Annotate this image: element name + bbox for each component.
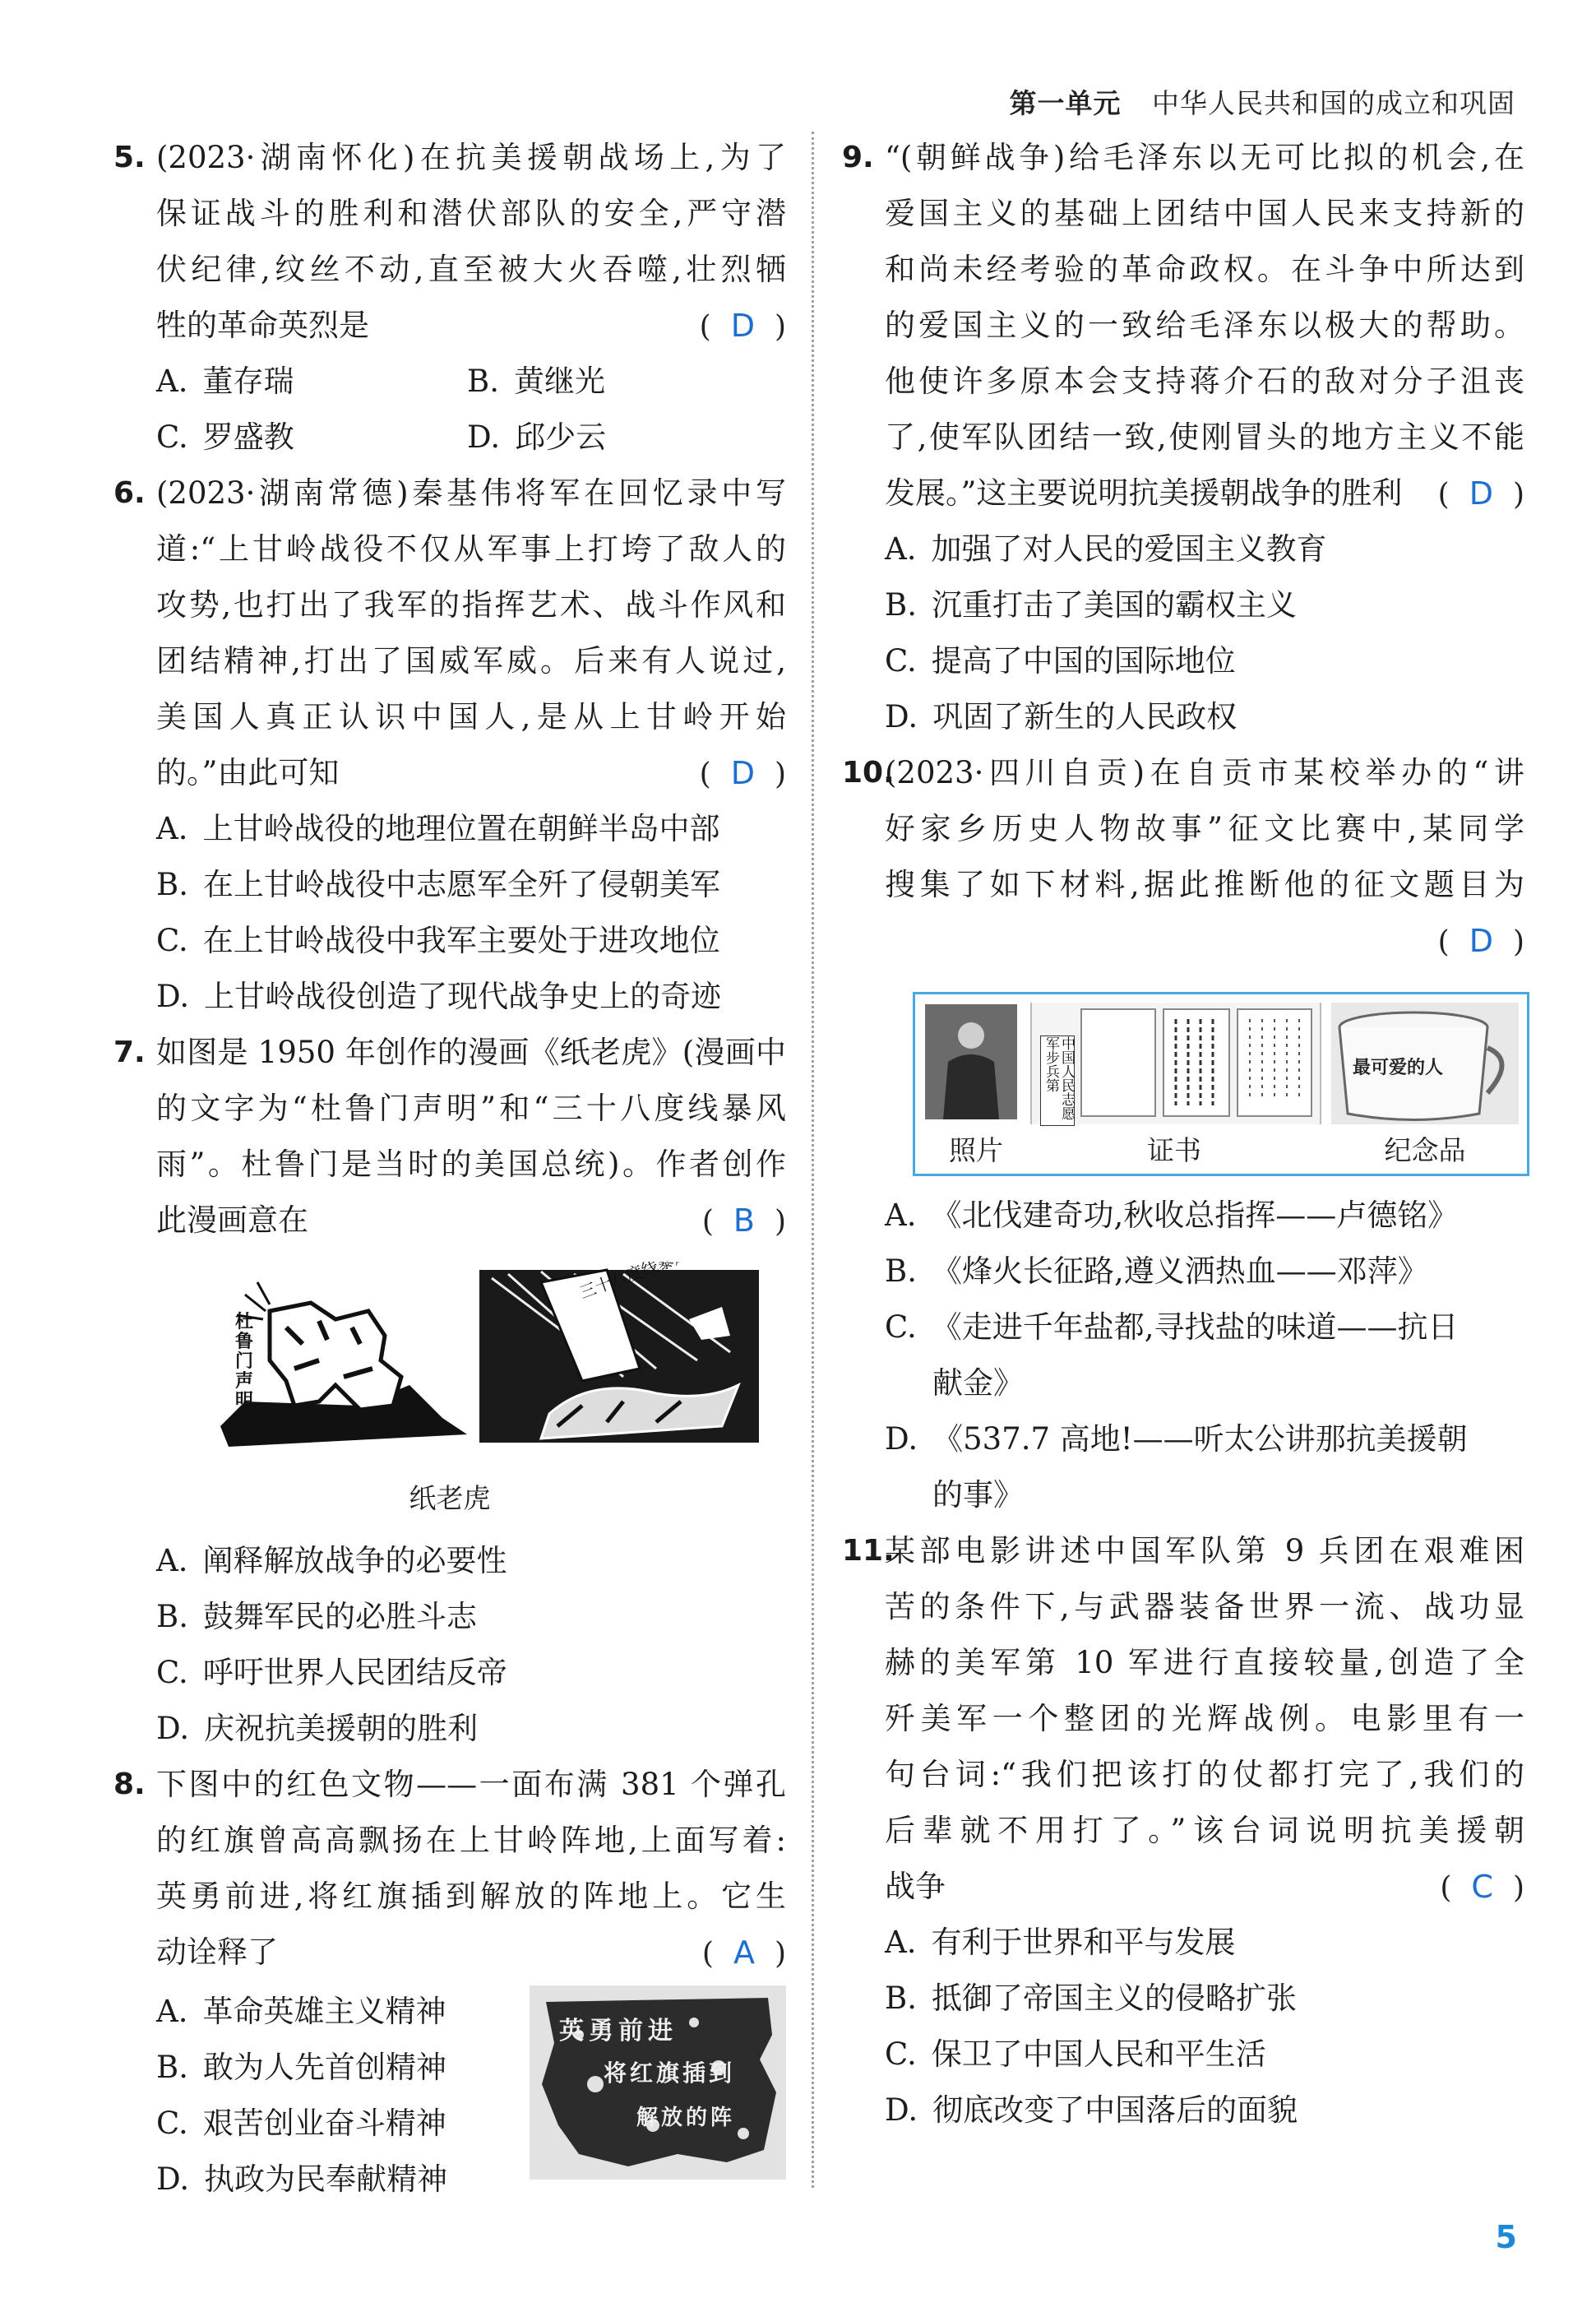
option-a: A. 革命英雄主义精神 [156,1994,446,2029]
question-line: 赫的美军第 10 军进行直接较量,创造了全 [885,1645,1524,1680]
question-line: 句台词:“我们把该打的仗都打完了,我们的 [885,1757,1524,1792]
certificate-panel [1030,1003,1321,1124]
page-header [1010,82,1516,121]
question-line: 好家乡历史人物故事”征文比赛中,某同学 [885,811,1524,846]
question-line: 的红旗曾高高飘扬在上甘岭阵地,上面写着: [156,1823,786,1858]
option-c: C. 在上甘岭战役中我军主要处于进攻地位 [156,923,720,958]
question-number: 6. [113,476,146,510]
answer-letter: D [1469,923,1493,959]
option-b: B. 鼓舞军民的必胜斗志 [156,1599,477,1634]
answer-letter: D [1469,475,1493,512]
flag-text-3: 解放的阵 [636,2106,736,2130]
question-line: 苦的条件下,与武器装备世界一流、战功显 [885,1589,1524,1624]
question-number: 5. [113,141,146,174]
option-a: A. 阐释解放战争的必要性 [156,1543,507,1578]
answer-letter: D [730,308,755,344]
question-line: 伏纪律,纹丝不动,直至被大火吞噬,壮烈牺 [156,252,786,287]
option-a: A. 董存瑞 [156,364,294,399]
answer-letter: C [1471,1869,1493,1905]
question-line: 和尚未经考验的革命政权。在斗争中所达到 [885,252,1524,287]
question-line: 他使许多原本会支持蒋介石的敌对分子沮丧 [885,364,1524,399]
question-line: 搜集了如下材料,据此推断他的征文题目为 [885,867,1524,902]
certificate-label: 证书 [1147,1134,1201,1166]
option-d: D. 上甘岭战役创造了现代战争史上的奇迹 [156,979,722,1014]
answer-letter: D [730,755,755,791]
option-b: B. 抵御了帝国主义的侵略扩张 [885,1981,1297,2016]
unit-label: 第一单元 [1009,87,1122,119]
option-d-continued: 的事》 [932,1477,1024,1513]
option-b: B. 敢为人先首创精神 [156,2050,446,2085]
question-line: 攻势,也打出了我军的指挥艺术、战斗作风和 [156,587,786,623]
cup-text: 最可爱的人 [1353,1058,1444,1078]
question-line: 道:“上甘岭战役不仅从军事上打垮了敌人的 [156,531,786,567]
unit-title: 中华人民共和国的成立和巩固 [1152,87,1515,119]
question-line: 团结精神,打出了国威军威。后来有人说过, [156,643,786,679]
photo-panel [925,1004,1017,1119]
question-line: 后辈就不用打了。”该台词说明抗美援朝 [885,1813,1524,1848]
answer-letter: B [733,1202,755,1239]
question-line: 的爱国主义的一致给毛泽东以极大的帮助。 [885,308,1524,343]
question-line: “(朝鲜战争)给毛泽东以无可比拟的机会,在 [885,140,1524,175]
souvenir-label: 纪念品 [1384,1134,1466,1166]
flag-text-1: 英勇前进 [559,2017,678,2045]
option-b: B. 沉重打击了美国的霸权主义 [885,587,1297,623]
question-line: 下图中的红色文物——一面布满 381 个弹孔 [156,1767,786,1802]
question-line: 保证战斗的胜利和潜伏部队的安全,严守潜 [156,196,786,231]
question-line: (2023·湖南常德)秦基伟将军在回忆录中写 [156,475,786,511]
materials-figure [913,992,1529,1176]
option-a: A. 上甘岭战役的地理位置在朝鲜半岛中部 [156,811,720,846]
question-number: 8. [113,1768,146,1801]
option-c: C. 罗盛教 [156,419,294,455]
question-number: 10. [842,756,895,790]
question-line: 如图是 1950 年创作的漫画《纸老虎》(漫画中 [156,1035,786,1070]
cartoon-caption: 纸老虎 [409,1482,491,1514]
flag-text-2: 将红旗插到 [604,2059,736,2087]
question-line: 爱国主义的基础上团结中国人民来支持新的 [885,196,1524,231]
option-a: A. 加强了对人民的爱国主义教育 [885,531,1327,567]
question-line: (2023·湖南怀化)在抗美援朝战场上,为了 [156,140,786,175]
question-number: 9. [842,141,874,174]
question-line: 某部电影讲述中国军队第 9 兵团在艰难困 [885,1533,1524,1568]
option-c: C. 提高了中国的国际地位 [885,643,1236,679]
option-d: D. 执政为民奉献精神 [156,2161,448,2197]
answer-box: ( D ) [1437,923,1524,959]
souvenir-panel [1331,1003,1519,1124]
page-number: 5 [1495,2219,1517,2255]
option-d: D. 《537.7 高地!——听太公讲那抗美援朝 [885,1421,1468,1457]
question-line: 歼美军一个整团的光辉战例。电影里有一 [885,1701,1524,1736]
question-line: 雨”。杜鲁门是当时的美国总统)。作者创作 [156,1147,786,1182]
question-line: 的文字为“杜鲁门声明”和“三十八度线暴风 [156,1091,786,1126]
question-line: 美国人真正认识中国人,是从上甘岭开始 [156,699,786,734]
answer-box: ( D ) [699,308,786,344]
option-a: A. 有利于世界和平与发展 [885,1925,1236,1960]
question-line: 牲的革命英烈是 [156,308,369,343]
option-d: D. 巩固了新生的人民政权 [885,699,1237,734]
option-c: C. 呼吁世界人民团结反帝 [156,1655,507,1690]
option-d: D. 彻底改变了中国落后的面貌 [885,2092,1298,2128]
photo-label: 照片 [949,1134,1003,1166]
answer-box: ( B ) [701,1202,786,1239]
answer-box: ( A ) [701,1934,786,1971]
answer-letter: A [733,1934,755,1971]
option-b: B. 在上甘岭战役中志愿军全歼了侵朝美军 [156,867,720,902]
answer-box: ( C ) [1440,1869,1524,1905]
option-d: D. 邱少云 [467,419,607,455]
cartoon-drawing [196,1262,771,1459]
question-line: 发展。”这主要说明抗美援朝战争的胜利 [885,475,1403,511]
answer-box: ( D ) [699,755,786,791]
question-line: 的。”由此可知 [156,755,340,790]
option-c: C. 《走进千年盐都,寻找盐的味道——抗日 [885,1309,1459,1345]
question-line: 战争 [885,1869,946,1904]
question-line: (2023·四川自贡)在自贡市某校举办的“讲 [885,755,1524,790]
column-divider [812,132,814,2188]
option-a: A. 《北伐建奇功,秋收总指挥——卢德铭》 [885,1198,1459,1233]
option-d: D. 庆祝抗美援朝的胜利 [156,1711,479,1746]
question-line: 了,使军队团结一致,使刚冒头的地方主义不能 [885,419,1524,455]
question-number: 11. [842,1534,895,1568]
option-c: C. 艰苦创业奋斗精神 [156,2106,446,2141]
question-line: 英勇前进,将红旗插到解放的阵地上。它生 [156,1879,786,1914]
question-line: 此漫画意在 [156,1202,308,1238]
option-b: B. 黄继光 [467,364,605,399]
option-b: B. 《烽火长征路,遵义洒热血——邓萍》 [885,1253,1428,1289]
option-c-continued: 献金》 [932,1365,1024,1401]
question-number: 7. [113,1035,146,1069]
certificate-text: 中国人民志愿军步兵第 [1040,1035,1075,1126]
question-line: 动诠释了 [156,1934,278,1970]
red-flag-photo [530,1985,786,2180]
cartoon-left-text: 杜鲁门声明 [235,1312,254,1411]
paper-tiger-cartoon [196,1262,771,1459]
answer-box: ( D ) [1437,475,1524,512]
option-c: C. 保卫了中国人民和平生活 [885,2036,1266,2072]
